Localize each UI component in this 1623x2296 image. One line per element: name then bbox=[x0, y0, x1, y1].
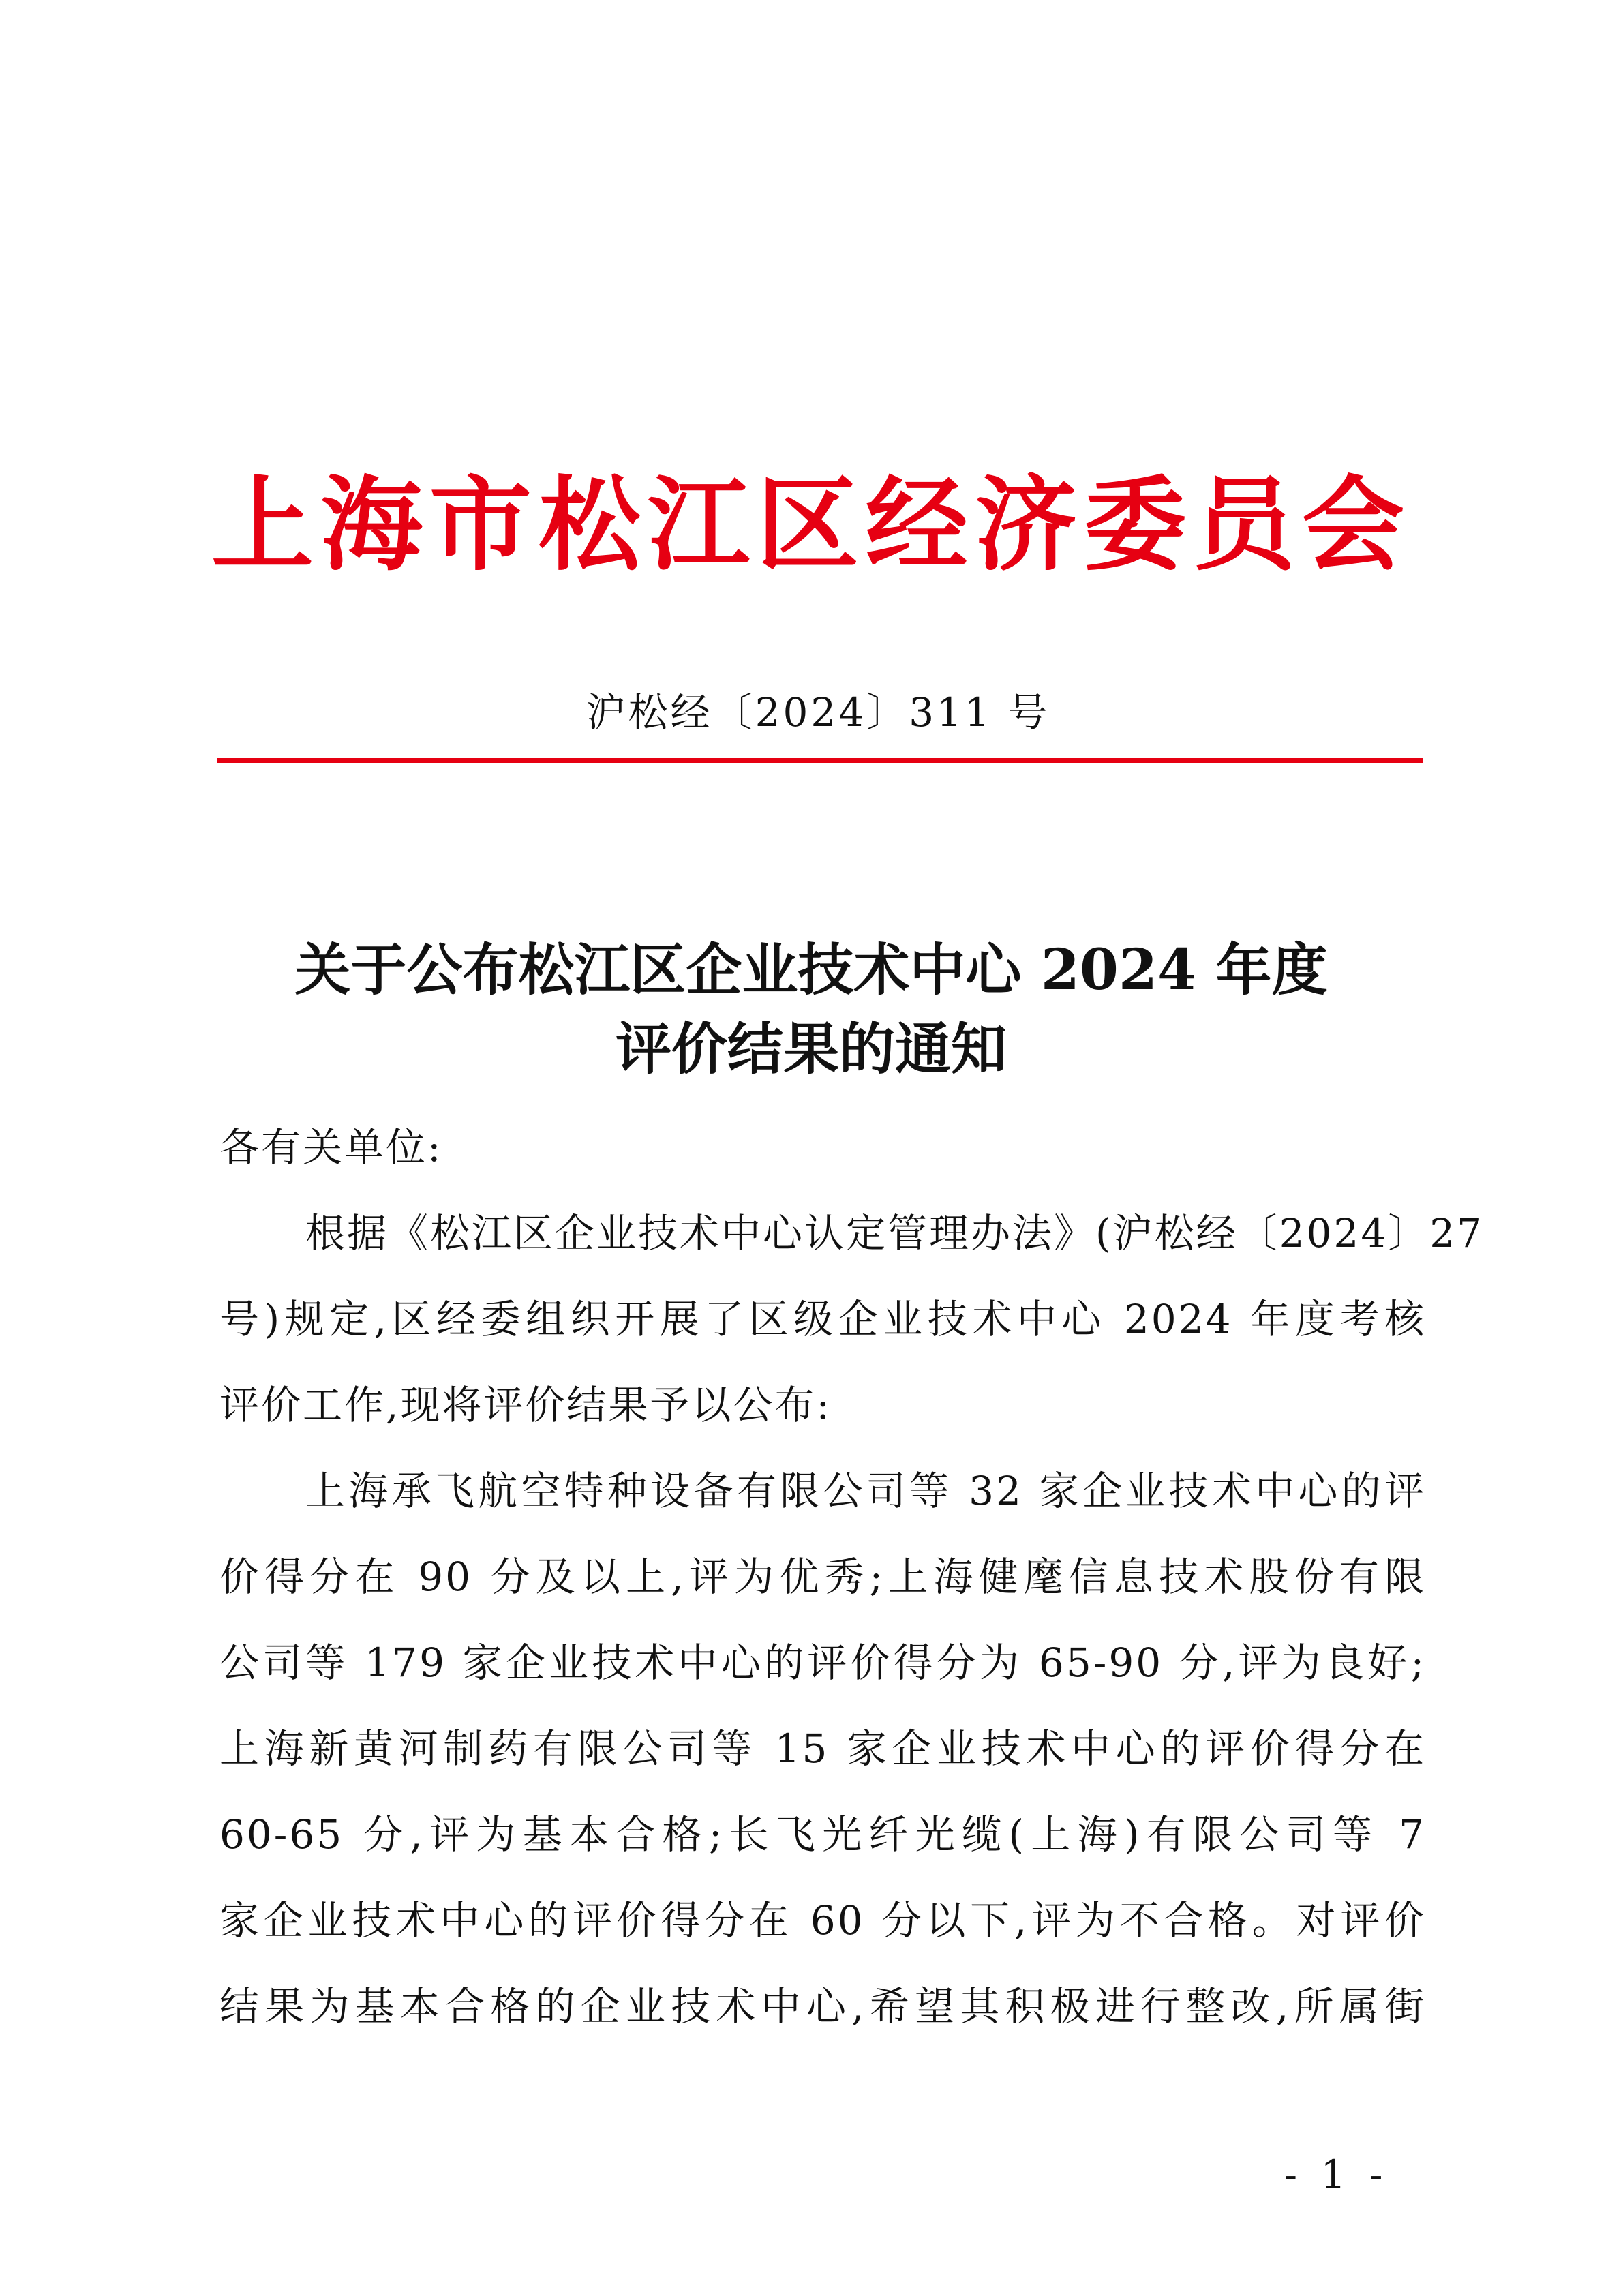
paragraph-2-line-7: 结果为基本合格的企业技术中心,希望其积极进行整改,所属街 bbox=[219, 1983, 1426, 2029]
document-number: 沪松经〔2024〕311 号 bbox=[586, 689, 1050, 736]
paragraph-2-line-5: 60-65 分,评为基本合格;长飞光纤光缆(上海)有限公司等 7 bbox=[219, 1811, 1426, 1858]
paragraph-1-line-1: 根据《松江区企业技术中心认定管理办法》(沪松经〔2024〕27 bbox=[305, 1210, 1485, 1256]
paragraph-2-line-2: 价得分在 90 分及以上,评为优秀;上海健麾信息技术股份有限 bbox=[219, 1554, 1426, 1600]
red-divider-rule bbox=[217, 758, 1423, 763]
paragraph-2-line-6: 家企业技术中心的评价得分在 60 分以下,评为不合格。对评价 bbox=[219, 1897, 1426, 1944]
notice-title-line-2: 评价结果的通知 bbox=[615, 1016, 1007, 1082]
issuer-header: 上海市松江区经济委员会 bbox=[211, 465, 1411, 585]
paragraph-1-line-2: 号)规定,区经委组织开展了区级企业技术中心 2024 年度考核 bbox=[219, 1296, 1426, 1342]
salutation: 各有关单位: bbox=[219, 1124, 443, 1170]
paragraph-2-line-4: 上海新黄河制药有限公司等 15 家企业技术中心的评价得分在 bbox=[219, 1725, 1426, 1772]
notice-body bbox=[219, 1104, 1485, 2049]
page-number: - 1 - bbox=[1284, 2151, 1389, 2198]
paragraph-2-line-3: 公司等 179 家企业技术中心的评价得分为 65-90 分,评为良好; bbox=[219, 1640, 1426, 1686]
paragraph-2-line-1: 上海承飞航空特种设备有限公司等 32 家企业技术中心的评 bbox=[305, 1468, 1426, 1514]
notice-title bbox=[204, 931, 1418, 1089]
paragraph-1-line-3: 评价工作,现将评价结果予以公布: bbox=[219, 1382, 832, 1428]
notice-title-line-1: 关于公布松江区企业技术中心 2024 年度 bbox=[294, 937, 1328, 1003]
